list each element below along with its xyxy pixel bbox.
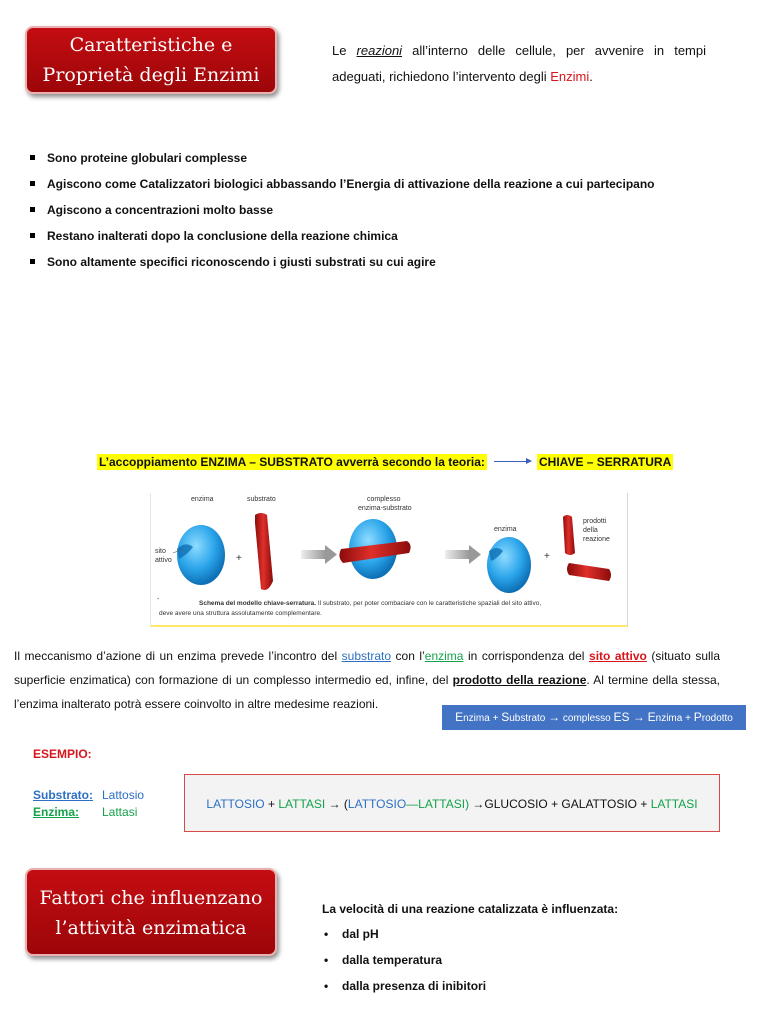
teoria-statement: L’accoppiamento ENZIMA – SUBSTRATO avverrà secondo la teoria: — [99, 455, 485, 469]
substrato-value: Lattosio — [102, 788, 145, 802]
lattosio: LATTOSIO — [206, 797, 265, 811]
label-sito: sito — [155, 548, 166, 555]
label-enzima-2: enzima — [494, 526, 517, 533]
title-line-2: l’attività enzimatica — [55, 917, 247, 939]
mech-text: in corrispondenza del — [463, 649, 590, 663]
enzima-value: Lattasi — [102, 805, 138, 819]
lattasi: LATTASI — [650, 797, 698, 811]
substrate-rod-icon — [255, 513, 273, 590]
title-line-2: Proprietà degli Enzimi — [42, 64, 260, 86]
bullet-square-icon — [30, 259, 35, 264]
eq-part: complesso — [560, 713, 614, 724]
substrato-row — [33, 787, 144, 804]
bullet-square-icon — [30, 155, 35, 160]
list-item — [30, 176, 654, 202]
enzima-term: enzima — [424, 649, 464, 663]
plus: + — [264, 797, 279, 811]
enzima-key: Enzima: — [33, 805, 80, 819]
eq-part: E — [647, 710, 656, 724]
example-definitions — [33, 787, 144, 821]
label-attivo: attivo — [155, 557, 172, 564]
list-item — [30, 202, 654, 228]
label-complesso: complesso — [367, 496, 401, 503]
diagram-caption: Schema del modello chiave-serratura. Il substrato, per poter combaciare con le caratteristiche spaziali del sito attivo, — [199, 600, 542, 607]
reaction-box — [184, 774, 720, 832]
bullet-square-icon — [30, 233, 35, 238]
esempio-label: ESEMPIO: — [33, 747, 92, 761]
sito-attivo-term: sito attivo — [589, 649, 647, 663]
process-arrow-icon — [445, 545, 481, 564]
label-reazione: reazione — [583, 536, 610, 543]
bullet-square-icon — [30, 181, 35, 186]
label-enzima: enzima — [191, 496, 214, 503]
factors-list — [322, 926, 486, 1004]
mech-text: . Al termine della stessa, l’enzima inalterato potrà essere coinvolto in altre medesime reazioni. — [14, 673, 720, 711]
substrato-term: substrato — [341, 649, 392, 663]
eq-part: E — [455, 710, 464, 724]
chiave-serratura: CHIAVE – SERRATURA — [539, 455, 672, 469]
products-text: →GLUCOSIO + GALATTOSIO + — [469, 797, 651, 811]
plus-sign-2: + — [544, 551, 550, 562]
title-line-1: Caratteristiche e — [69, 34, 233, 56]
diagram-caption-2: deve avere una struttura assolutamente complementare. — [159, 610, 322, 617]
list-item — [30, 228, 654, 254]
equation-box — [442, 705, 746, 730]
eq-part: ubstrato — [509, 713, 549, 724]
arrow-icon: → ( — [325, 797, 348, 811]
list-item-text: dalla presenza di inibitori — [342, 979, 487, 993]
list-item-text: Agiscono a concentrazioni molto basse — [47, 203, 274, 217]
list-item-text: Agiscono come Catalizzatori biologici abbassando l’Energia di attivazione della reazione a cui partecipano — [47, 177, 655, 191]
lock-key-diagram — [150, 493, 628, 627]
intro-text: Le — [332, 43, 357, 58]
list-item-text: Restano inalterati dopo la conclusione della reazione chimica — [47, 229, 398, 243]
list-item — [322, 926, 486, 952]
list-item-text: dal pH — [342, 927, 379, 941]
label-della: della — [583, 527, 598, 534]
caption-dash: - — [157, 596, 160, 603]
list-item — [30, 254, 654, 280]
diagram-svg — [151, 493, 627, 625]
label-substrato: substrato — [247, 496, 276, 503]
list-item-text: Sono proteine globulari complesse — [47, 151, 248, 165]
lattasi: LATTASI — [278, 797, 326, 811]
arrow-head-icon — [526, 458, 532, 464]
label-enzima-substrato: enzima-substrato — [358, 505, 412, 512]
list-item — [30, 150, 654, 176]
plus-sign: + — [236, 553, 242, 564]
eq-part: P — [693, 710, 702, 724]
eq-part: rodotto — [701, 713, 733, 724]
enzyme-blob-icon — [487, 537, 531, 593]
enzyme-blob-icon — [177, 525, 225, 585]
intro-suffix: . — [589, 69, 593, 84]
process-arrow-icon — [301, 545, 337, 564]
enzima-row — [33, 804, 144, 821]
arrow-right-icon — [494, 461, 530, 462]
eq-part: nzima + — [463, 713, 502, 724]
eq-part: S — [501, 710, 510, 724]
list-item-text: dalla temperatura — [342, 953, 443, 967]
lattosio: LATTOSIO — [347, 797, 407, 811]
mech-text: con l’ — [391, 649, 425, 663]
bullet-dot-icon: • — [324, 927, 329, 941]
reazioni-term: reazioni — [356, 43, 403, 58]
eq-part: nzima + — [655, 713, 694, 724]
bullet-square-icon — [30, 207, 35, 212]
list-item-text: Sono altamente specifici riconoscendo i giusti substrati su cui agire — [47, 255, 436, 269]
intro-text-middle: all’interno delle cellule, per avvenire in tempi adeguati, richiedono l’intervento degli — [332, 43, 706, 84]
properties-list — [30, 150, 654, 280]
section-title-characteristics — [25, 26, 277, 94]
lattasi: LATTASI) — [418, 797, 470, 811]
list-item — [322, 952, 486, 978]
arrow-icon: → — [548, 710, 561, 724]
bond-dash: — — [406, 797, 419, 811]
substrato-key: Substrato: — [33, 788, 93, 802]
mech-text: Il meccanismo d’azione di un enzima prevede l’incontro del — [14, 649, 342, 663]
complex-icon — [339, 519, 410, 579]
prodotto-term: prodotto della reazione — [452, 673, 587, 687]
enzimi-term: Enzimi — [550, 69, 590, 84]
bullet-dot-icon: • — [324, 953, 329, 967]
section-title-factors — [25, 868, 277, 956]
eq-part: ES — [613, 710, 633, 724]
arrow-icon: → — [632, 710, 645, 724]
mech-text: (situato sulla superficie enzimatica) con formazione di un complesso intermedio ed, infine, del — [14, 649, 720, 687]
velocita-heading: La velocità di una reazione catalizzata è influenzata: — [322, 902, 619, 916]
bullet-dot-icon: • — [324, 979, 329, 993]
list-item — [322, 978, 486, 1004]
title-line-1: Fattori che influenzano — [39, 887, 263, 909]
label-prodotti: prodotti — [583, 518, 607, 525]
intro-paragraph — [332, 38, 706, 90]
